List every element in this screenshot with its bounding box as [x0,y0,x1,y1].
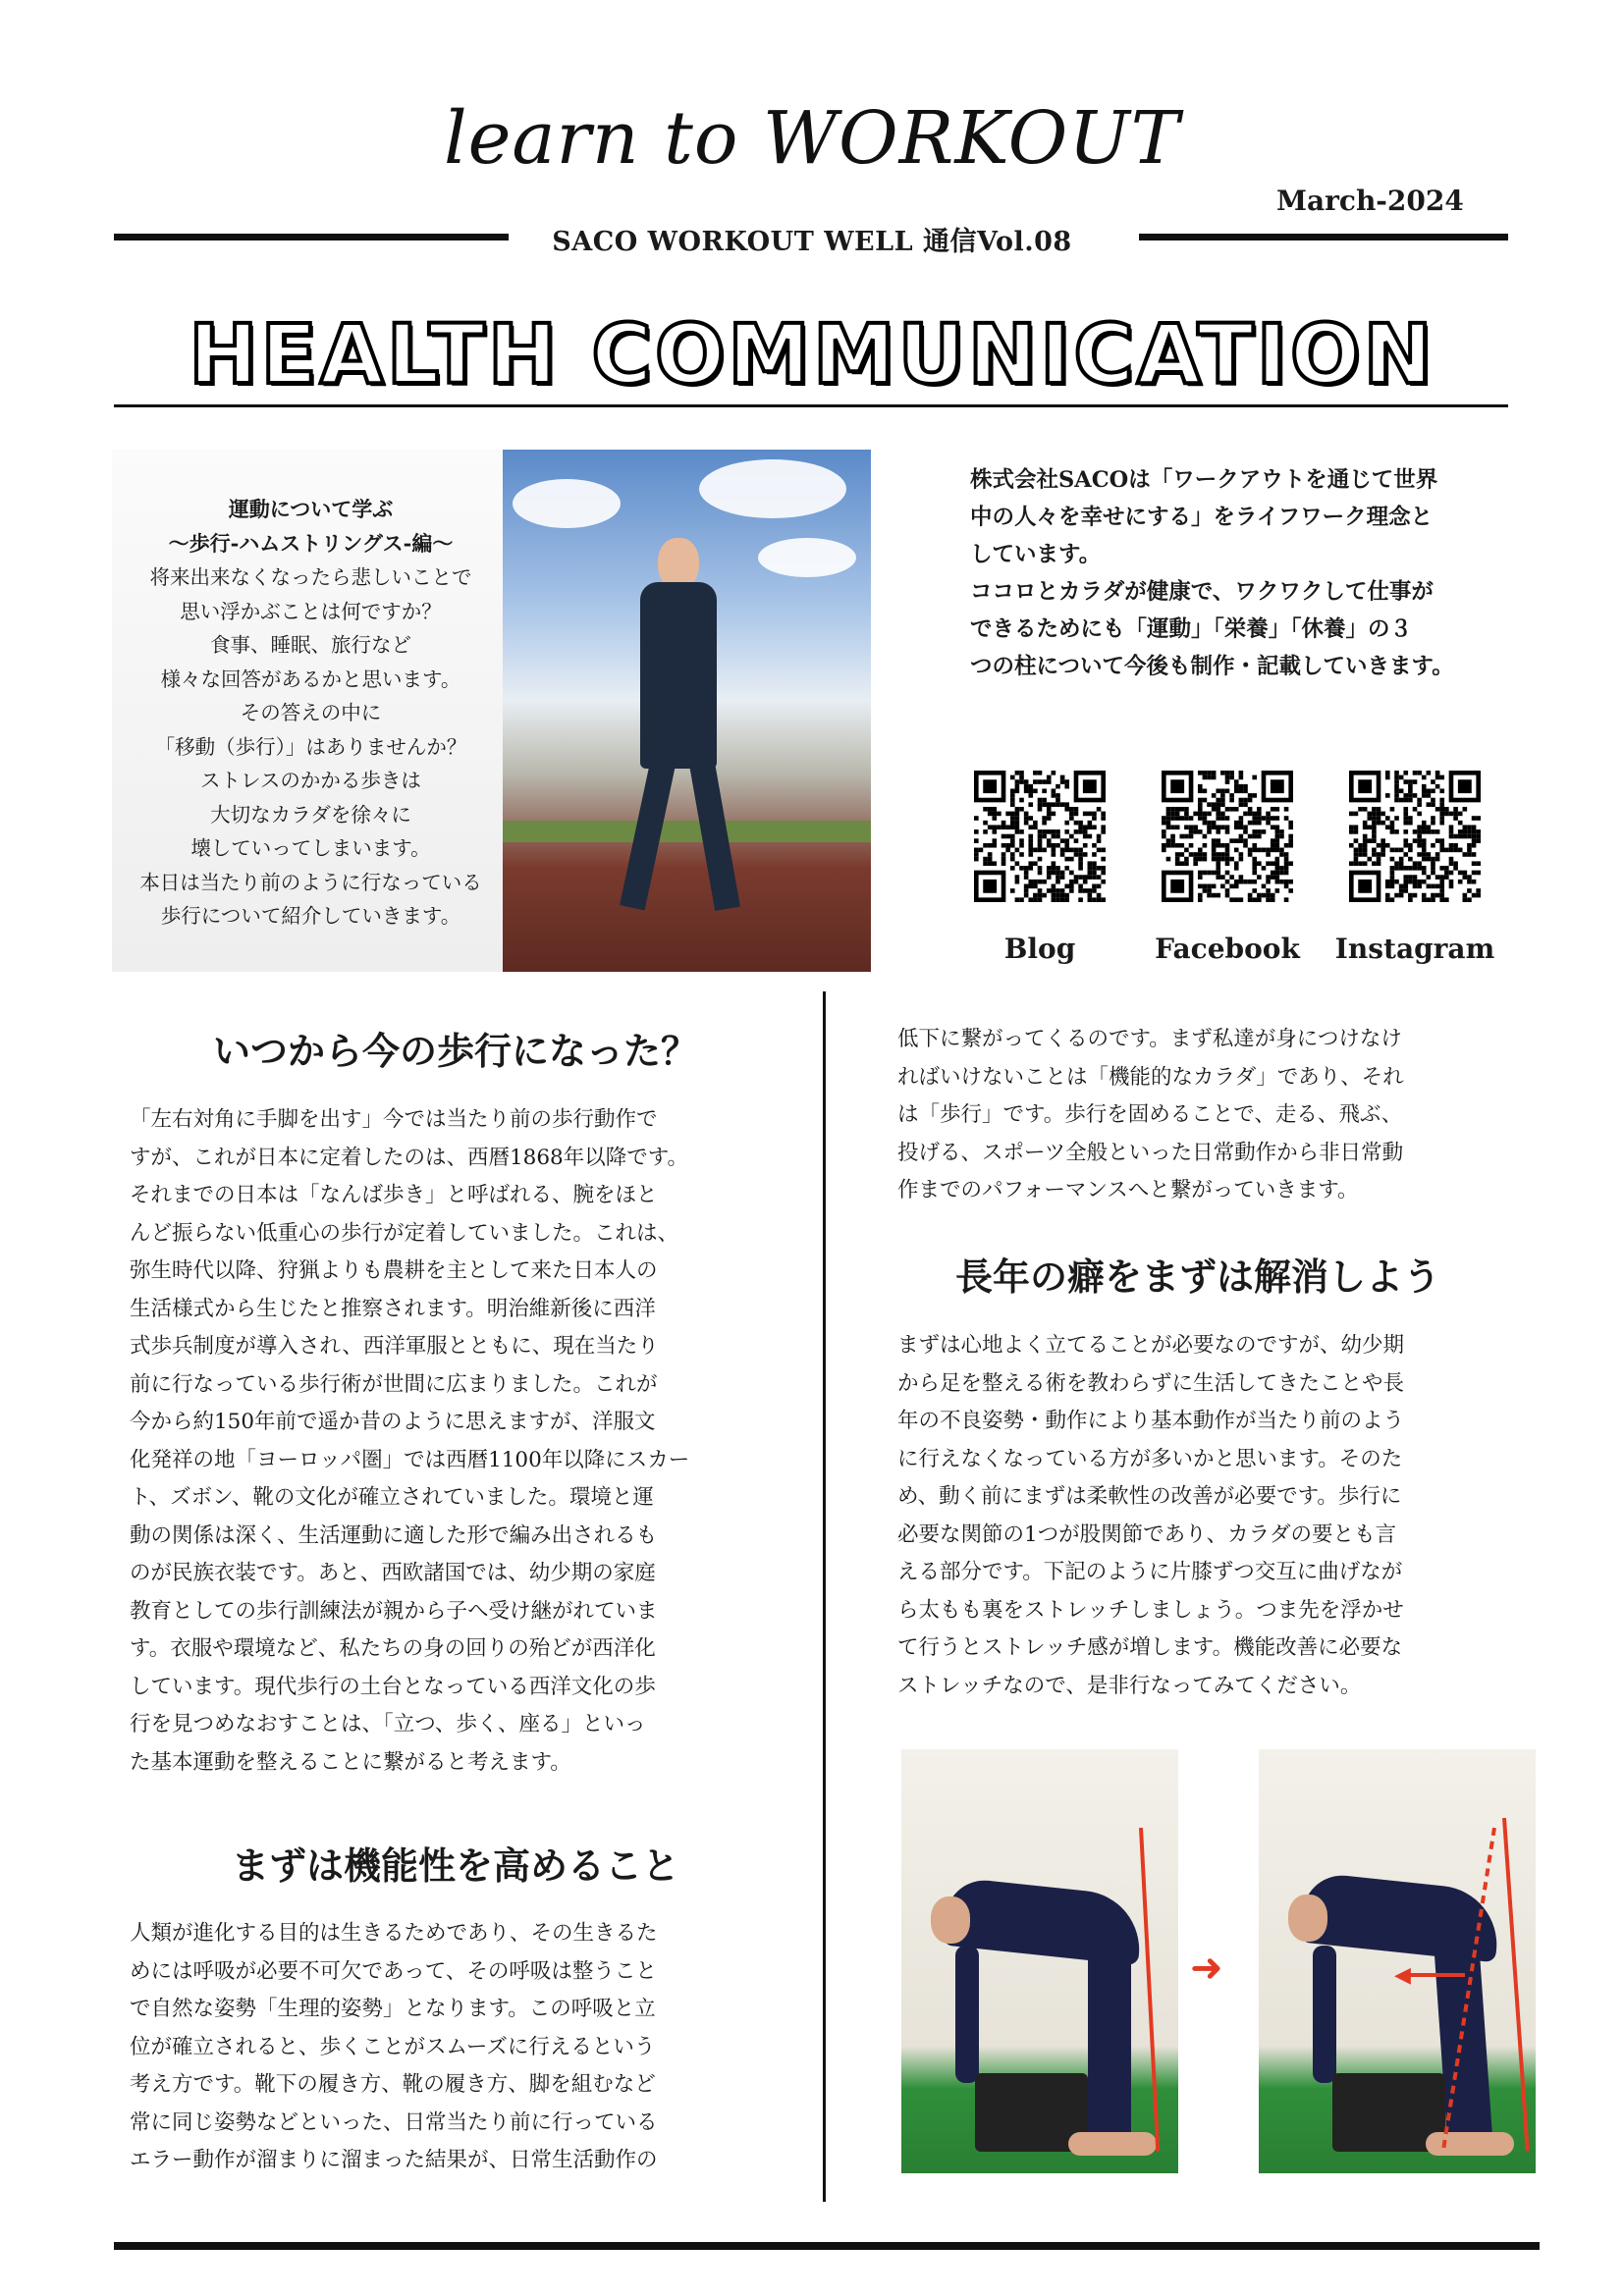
intro-line: 思い浮かぶことは何ですか？ [180,599,442,623]
section3-line: ら太もも裏をストレッチしましょう。つま先を浮かせ [897,1597,1404,1623]
section2-line: めには呼吸が必要不可欠であって、その呼吸は整うこと [130,1958,657,1984]
section1-line: 式歩兵制度が導入され、西洋軍服とともに、現在当たり [130,1334,659,1359]
section1-line: 動の関係は深く、生活運動に適した形で編み出されるも [130,1522,658,1548]
intro-line: 大切なカラダを徐々に [210,802,411,827]
section1-line: 行を見つめなおすことは、「立つ、歩く、座る」といっ [130,1712,646,1736]
section1-heading: いつから今の歩行になった？ [212,1029,698,1073]
section2-continued [897,1021,1496,1210]
section1-line: す。衣服や環境など、私たちの身の回りの殆どが西洋化 [130,1636,656,1661]
script-title: learn to WORKOUT [443,96,1181,181]
intro-line: 壊していってしまいます。 [190,836,431,860]
section1-line: ト、ズボン、靴の文化が確立されていました。環境と運 [130,1485,654,1510]
main-title: HEALTH COMMUNICATION [189,306,1435,402]
intro-line: 様々な回答があるかと思います。 [160,667,461,691]
section1-line: んど振らない低重心の歩行が定着していました。これは、 [130,1220,679,1246]
intro-line: ストレスのかかる歩きは [200,769,421,792]
section2-cont-line: 作までのパフォーマンスへと繋がっていきます。 [897,1178,1359,1202]
qr-label-blog: Blog [1003,933,1076,965]
section2-heading: まずは機能性を高めること [231,1843,679,1888]
section2-cont-line: 低下に繋がってくるのです。まず私達が身につけなけ [897,1027,1402,1051]
section3-line: える部分です。下記のように片膝ずつ交互に曲げなが [897,1560,1403,1584]
section2-line: で自然な姿勢「生理的姿勢」となります。この呼吸と立 [130,1997,656,2021]
qr-code-blog[interactable] [974,771,1106,902]
section3-heading: 長年の癖をまずは解消しよう [954,1255,1440,1299]
section3-line: め、動く前にまずは柔軟性の改善が必要です。歩行に [897,1484,1402,1509]
section2-line: 考え方です。靴下の履き方、靴の履き方、脚を組むなど [130,2072,656,2097]
section1-line: しています。現代歩行の土台となっている西洋文化の歩 [130,1674,656,1699]
section2-cont-line: は「歩行」です。歩行を固めることで、走る、飛ぶ、 [897,1102,1403,1127]
section1-body [130,1101,758,1782]
company-line: ココロとカラダが健康で、ワクワクして仕事が [970,579,1434,605]
intro-line: その答えの中に [240,701,382,724]
section3-line: まずは心地よく立てることが必要なのですが、幼少期 [897,1333,1405,1358]
section2-body [130,1915,758,2180]
intro-line: 「移動（歩行）」はありませんか？ [154,734,467,759]
company-line: しています。 [970,542,1102,567]
section2-line: エラー動作が溜まりに溜まった結果が、日常生活動作の [130,2148,658,2172]
section3-line: 必要な関節の1つが股関節であり、カラダの要とも言 [897,1522,1396,1547]
company-line: つの柱について今後も制作・記載していきます。 [970,654,1454,679]
section1-line: 今から約150年前で遥か昔のように思えますが、洋服文 [130,1410,656,1434]
volume-label: SACO WORKOUT WELL 通信Vol.08 [552,227,1072,257]
intro-text [122,493,500,934]
qr-label-instagram: Instagram [1334,933,1495,965]
section3-line: 年の不良姿勢・動作により基本動作が当たり前のよう [897,1409,1405,1433]
company-line: 中の人々を幸せにする」をライフワーク理念と [970,505,1434,530]
issue-date: March-2024 [1276,185,1464,217]
section3-line: ストレッチなので、是非行なってみてください。 [897,1673,1362,1698]
section3-line: て行うとストレッチ感が増します。機能改善に必要な [897,1635,1403,1660]
intro-line: 本日は当たり前のように行なっている [139,870,482,894]
qr-code-facebook[interactable] [1162,771,1293,902]
company-line: できるためにも「運動」「栄養」「休養」の３ [970,616,1413,642]
section1-line: すが、これが日本に定着したのは、西暦1868年以降です。 [130,1145,688,1170]
section1-line: のが民族衣装です。あと、西欧諸国では、幼少期の家庭 [130,1561,656,1585]
company-statement [970,461,1505,685]
section1-line: た基本運動を整えることに繋がると考えます。 [130,1749,571,1775]
walking-man-photo [503,450,871,972]
section2-line: 常に同じ姿勢などといった、日常当たり前に行っている [130,2109,658,2135]
stretch-photo-after: ◀ [1259,1749,1536,2173]
intro-line: 将来出来なくなったら悲しいことで [149,565,472,589]
section2-line: 位が確立されると、歩くことがスムーズに行えるという [130,2034,656,2059]
section2-cont-line: 投げる、スポーツ全般といった日常動作から非日常動 [897,1140,1404,1165]
section1-line: 教育としての歩行訓練法が親から子へ受け継がれていま [130,1598,658,1624]
section3-line: から足を整える術を教わらずに生活してきたことや長 [897,1370,1405,1396]
section1-line: 弥生時代以降、狩猟よりも農耕を主として来た日本人の [130,1258,658,1283]
section1-line: 「左右対角に手脚を出す」今では当たり前の歩行動作で [130,1107,658,1132]
section2-line: 人類が進化する目的は生きるためであり、その生きるた [130,1921,658,1946]
arrow-icon: ➜ [1190,1946,1223,1991]
section1-line: 化発祥の地「ヨーロッパ圏」では西暦1100年以降にスカー [130,1447,690,1472]
qr-label-facebook: Facebook [1155,933,1300,965]
section1-line: 前に行なっている歩行術が世間に広まりました。これが [130,1371,658,1397]
section2-cont-line: ればいけないことは「機能的なカラダ」であり、それ [897,1064,1404,1090]
section3-line: に行えなくなっている方が多いかと思います。そのた [897,1446,1403,1471]
qr-code-instagram[interactable] [1349,771,1481,902]
stretch-photo-before [901,1749,1178,2173]
section1-line: 生活様式から生じたと推察されます。明治維新後に西洋 [130,1296,656,1321]
section3-body [897,1327,1496,1705]
intro-line: 歩行について紹介していきます。 [160,904,461,928]
intro-heading-1: 運動について学ぶ [228,497,394,521]
intro-heading-2: 〜歩行-ハムストリングス-編〜 [168,530,454,556]
column-divider [823,991,826,2202]
intro-line: 食事、睡眠、旅行など [210,633,411,657]
section1-line: それまでの日本は「なんば歩き」と呼ばれる、腕をほと [130,1183,658,1207]
company-line: 株式会社SACOは「ワークアウトを通じて世界 [970,467,1438,493]
footer-rule [114,2242,1540,2250]
title-underline [114,404,1508,407]
